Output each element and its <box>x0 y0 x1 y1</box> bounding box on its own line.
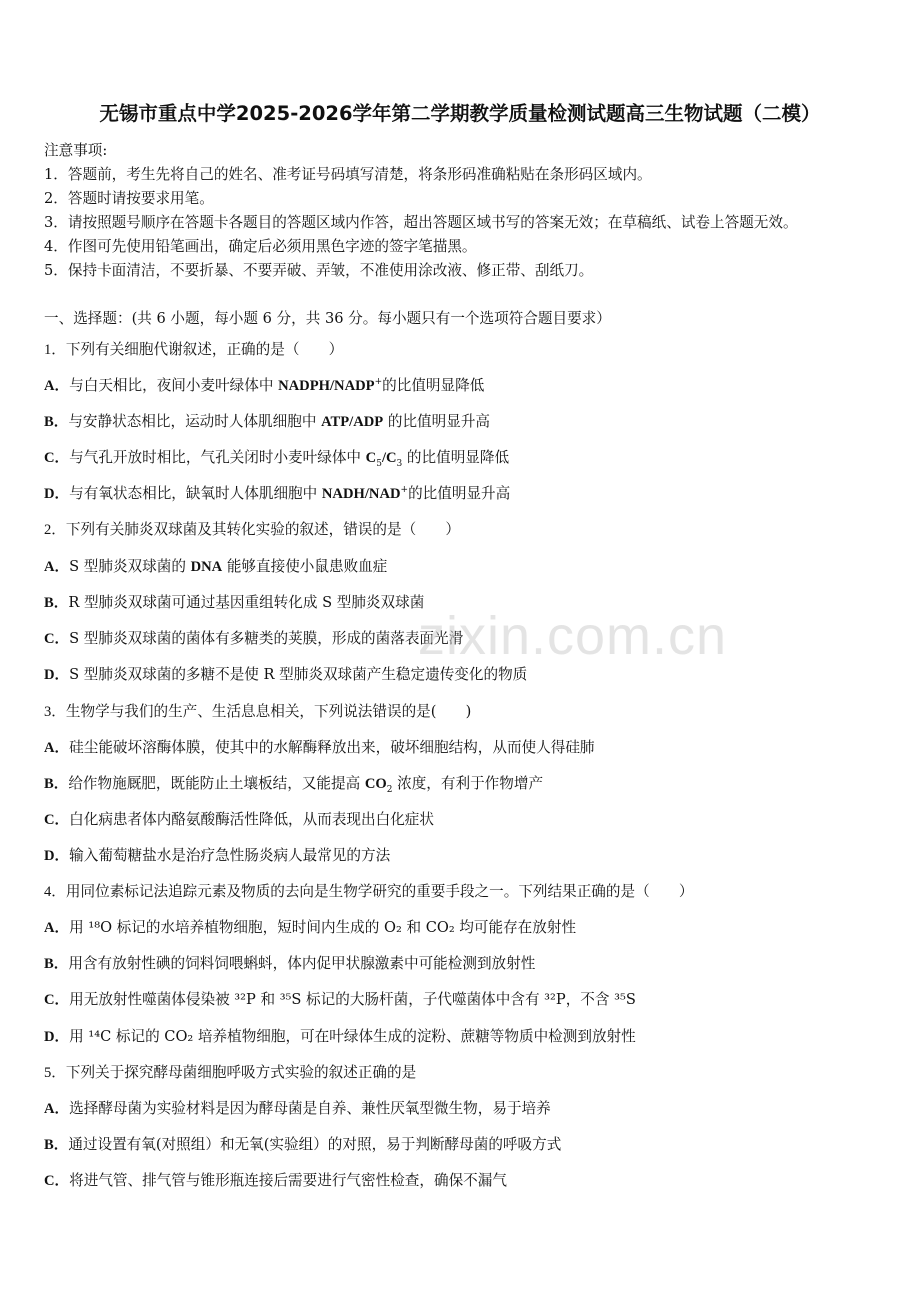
option-d: D．S 型肺炎双球菌的多糖不是使 R 型肺炎双球菌产生稳定遗传变化的物质 <box>44 666 528 683</box>
option-b: B．给作物施厩肥，既能防止土壤板结，又能提高 $CO_2$ 浓度，有利于作物增产 <box>44 775 544 795</box>
question-stem: 1．下列有关细胞代谢叙述，正确的是（ ） <box>44 341 344 358</box>
option-a: A．用 ¹⁸O 标记的水培养植物细胞，短时间内生成的 O₂ 和 CO₂ 均可能存在放射性 <box>44 919 577 936</box>
note-item: 1．答题前，考生先将自己的姓名、准考证号码填写清楚，将条形码准确粘贴在条形码区域内。 <box>44 166 652 183</box>
option-c: C．用无放射性噬菌体侵染被 ³²P 和 ³⁵S 标记的大肠杆菌，子代噬菌体中含有 ³²P，不含 ³⁵S <box>44 991 636 1008</box>
note-item: 5．保持卡面清洁，不要折暴、不要弄破、弄皱，不准使用涂改液、修正带、刮纸刀。 <box>44 262 594 279</box>
option-c: C．S 型肺炎双球菌的菌体有多糖类的荚膜，形成的菌落表面光滑 <box>44 630 464 647</box>
option-b: B．R 型肺炎双球菌可通过基因重组转化成 S 型肺炎双球菌 <box>44 594 425 611</box>
question-stem: 4．用同位素标记法追踪元素及物质的去向是生物学研究的重要手段之一。下列结果正确的是（ ） <box>44 883 694 900</box>
option-a: A．与白天相比，夜间小麦叶绿体中 NADPH/NADP+的比值明显降低 <box>44 377 485 394</box>
question-stem: 2．下列有关肺炎双球菌及其转化实验的叙述，错误的是（ ） <box>44 521 460 538</box>
option-b: B．通过设置有氧(对照组）和无氧(实验组）的对照，易于判断酵母菌的呼吸方式 <box>44 1136 562 1153</box>
option-a: A．硅尘能破坏溶酶体膜，使其中的水解酶释放出来，破坏细胞结构，从而使人得硅肺 <box>44 739 595 756</box>
option-d: D．用 ¹⁴C 标记的 CO₂ 培养植物细胞，可在叶绿体生成的淀粉、蔗糖等物质中检测到放射性 <box>44 1028 636 1045</box>
watermark: zixin.com.cn <box>418 606 728 666</box>
option-d: D．与有氧状态相比，缺氧时人体肌细胞中 NADH/NAD+的比值明显升高 <box>44 485 511 502</box>
option-a: A．S 型肺炎双球菌的 DNA 能够直接使小鼠患败血症 <box>44 558 388 575</box>
page-title: 无锡市重点中学2025-2026学年第二学期教学质量检测试题高三生物试题（二模） <box>99 102 821 125</box>
question-stem: 3．生物学与我们的生产、生活息息相关，下列说法错误的是( ) <box>44 703 472 720</box>
option-a: A．选择酵母菌为实验材料是因为酵母菌是自养、兼性厌氧型微生物，易于培养 <box>44 1100 551 1117</box>
option-c: C．将进气管、排气管与锥形瓶连接后需要进行气密性检查，确保不漏气 <box>44 1172 507 1189</box>
note-item: 4．作图可先使用铅笔画出，确定后必须用黑色字迹的签字笔描黑。 <box>44 238 477 255</box>
option-d: D．输入葡萄糖盐水是治疗急性肠炎病人最常见的方法 <box>44 847 391 864</box>
question-stem: 5．下列关于探究酵母菌细胞呼吸方式实验的叙述正确的是 <box>44 1064 417 1081</box>
note-item: 3．请按照题号顺序在答题卡各题目的答题区域内作答，超出答题区域书写的答案无效；在草稿纸、试卷上答题无效。 <box>44 214 798 231</box>
note-item: 2．答题时请按要求用笔。 <box>44 190 214 207</box>
section-heading: 一、选择题：(共 6 小题，每小题 6 分，共 36 分。每小题只有一个选项符合题目要求） <box>44 310 611 327</box>
option-b: B．用含有放射性碘的饲料饲喂蝌蚪，体内促甲状腺激素中可能检测到放射性 <box>44 955 536 972</box>
option-b: B．与安静状态相比，运动时人体肌细胞中 ATP/ADP 的比值明显升高 <box>44 413 491 430</box>
notes-heading: 注意事项: <box>44 142 108 159</box>
option-c: C．白化病患者体内酪氨酸酶活性降低，从而表现出白化症状 <box>44 811 434 828</box>
option-c: C．与气孔开放时相比，气孔关闭时小麦叶绿体中 $C_5/C_3$ 的比值明显降低 <box>44 449 510 469</box>
